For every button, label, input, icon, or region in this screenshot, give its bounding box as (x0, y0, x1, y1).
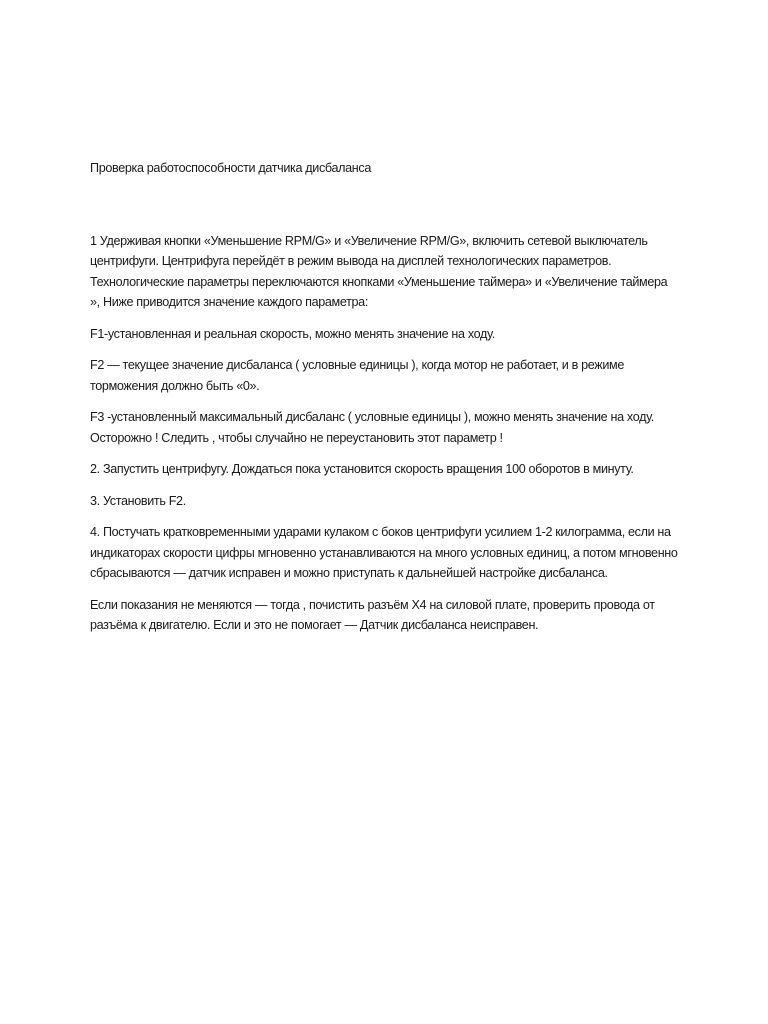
paragraph-f1: F1-установленная и реальная скорость, можно менять значение на ходу. (90, 326, 495, 341)
document-title: Проверка работоспособности датчика дисбаланса (90, 161, 372, 175)
paragraph-step-2: 2. Запустить центрифугу. Дождаться пока установится скорость вращения 100 оборотов в минуту. (90, 462, 634, 476)
paragraph-f3: F3 -установленный максимальный дисбаланс ( условные единицы ), можно менять значение на ходу. Осторожно ! Следить , чтобы случайно не переустановить этот параметр ! (90, 410, 654, 445)
paragraph-step-3: 3. Установить F2. (90, 493, 186, 508)
paragraph-troubleshoot: Если показания не меняются — тогда , почистить разъём Х4 на силовой плате, проверить провода от разъёма к двигателю. Если и это не помогает — Датчик дисбаланса неисправен. (90, 597, 655, 632)
paragraph-step-1: 1 Удерживая кнопки «Уменьшение RPM/G» и «Увеличение RPM/G», включить сетевой выключатель центрифуги. Центрифуга перейдёт в режим вывода на дисплей технологических параметров. Технологические параметры переключаются кнопками «Уменьшение таймера» и «Увеличение таймера », Ниже приводится значение каждого параметра: (90, 233, 668, 309)
paragraph-step-4: 4. Постучать кратковременными ударами кулаком с боков центрифуги усилием 1-2 килограмма, если на индикаторах скорости цифры мгновенно устанавливаются на много условных единиц, а потом мгновенно сбрасываются — датчик исправен и можно приступать к дальнейшей настройке дисбаланса. (90, 525, 678, 580)
paragraph-f2: F2 — текущее значение дисбаланса ( условные единицы ), когда мотор не работает, и в режиме торможения должно быть «0». (90, 358, 624, 393)
document-body (90, 158, 680, 647)
